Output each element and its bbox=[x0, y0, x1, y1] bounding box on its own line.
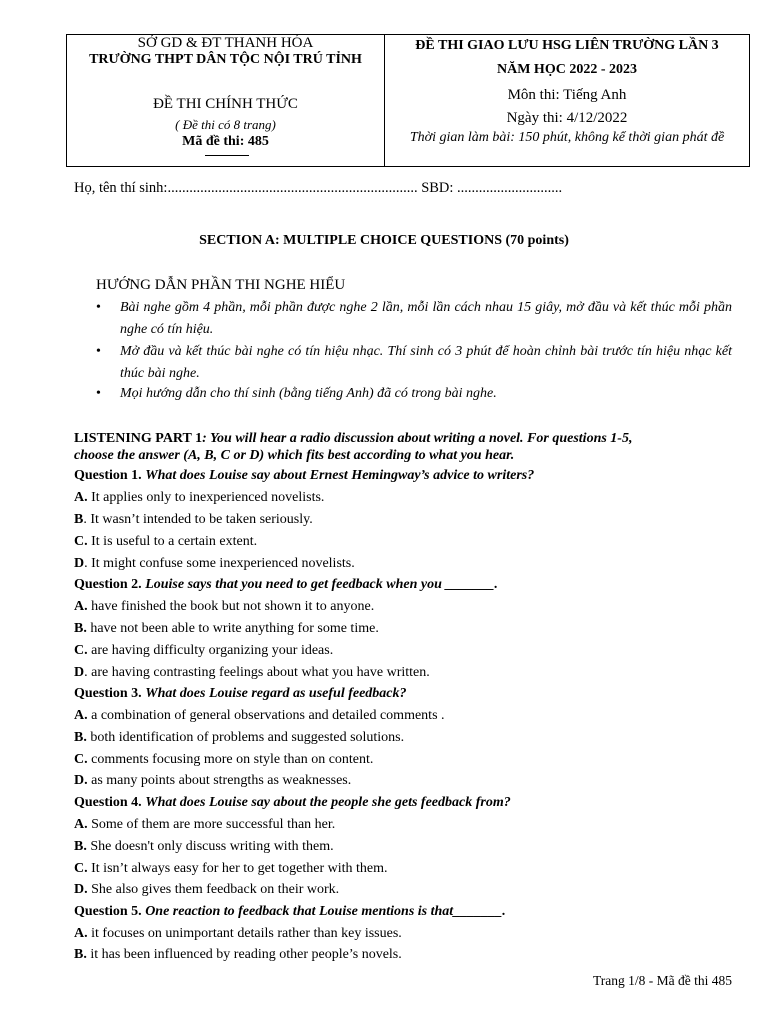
guide-bullet: • Mở đầu và kết thúc bài nghe có tín hiệu nhạc. Thí sinh có 3 phút để hoàn chỉnh bài trước tín hiệu nhạc kết thúc bài nghe. bbox=[96, 341, 732, 385]
header-table bbox=[66, 34, 750, 167]
option-4d[interactable]: D. She also gives them feedback on their work. bbox=[74, 882, 340, 897]
guide-bullet: • Mọi hướng dẫn cho thí sinh (bằng tiếng Anh) đã có trong bài nghe. bbox=[96, 383, 732, 405]
guide-title: HƯỚNG DẪN PHẦN THI NGHE HIỂU bbox=[96, 277, 346, 293]
divider-line bbox=[205, 155, 249, 156]
pages-note: ( Đề thi có 8 trang) bbox=[175, 117, 276, 132]
exam-duration: Thời gian làm bài: 150 phút, không kể thời gian phát đề bbox=[409, 130, 725, 145]
guide-bullet: • Bài nghe gồm 4 phần, mỗi phần được nghe 2 lần, mỗi lần cách nhau 15 giây, mở đầu và kết thúc mỗi phần nghe có tín hiệu. bbox=[96, 297, 732, 341]
department-name: SỞ GD & ĐT THANH HÓA bbox=[137, 35, 314, 51]
option-5a[interactable]: A. it focuses on unimportant details rather than key issues. bbox=[74, 926, 402, 941]
question-1: Question 1. What does Louise say about Ernest Hemingway’s advice to writers? bbox=[74, 468, 535, 483]
listening-section bbox=[74, 430, 744, 970]
question-3: Question 3. What does Louise regard as useful feedback? bbox=[74, 686, 407, 701]
header-right bbox=[385, 35, 749, 166]
candidate-line: Họ, tên thí sinh:..................................................................... SBD: ............................. bbox=[74, 180, 563, 196]
listening-part-label: LISTENING PART 1 bbox=[74, 431, 203, 446]
option-2a[interactable]: A. have finished the book but not shown it to anyone. bbox=[74, 599, 375, 614]
option-3a[interactable]: A. a combination of general observations and detailed comments . bbox=[74, 708, 445, 723]
option-2c[interactable]: C. are having difficulty organizing your ideas. bbox=[74, 643, 334, 658]
option-1b[interactable]: B. It wasn’t intended to be taken seriously. bbox=[74, 512, 313, 527]
exam-date: Ngày thi: 4/12/2022 bbox=[506, 110, 628, 126]
option-3b[interactable]: B. both identification of problems and suggested solutions. bbox=[74, 730, 405, 745]
header-left bbox=[67, 35, 385, 166]
school-name: TRƯỜNG THPT DÂN TỘC NỘI TRÚ TỈNH bbox=[89, 52, 362, 67]
question-2: Question 2. Louise says that you need to get feedback when you _______. bbox=[74, 577, 498, 592]
exam-title: ĐỀ THI GIAO LƯU HSG LIÊN TRƯỜNG LẦN 3 bbox=[415, 38, 719, 53]
listening-instruction: : You will hear a radio discussion about writing a novel. For questions 1-5, bbox=[202, 431, 633, 446]
option-4c[interactable]: C. It isn’t always easy for her to get together with them. bbox=[74, 861, 388, 876]
listening-instruction-line1 bbox=[74, 430, 632, 447]
option-2b[interactable]: B. have not been able to write anything for some time. bbox=[74, 621, 379, 636]
bullet-icon: • bbox=[96, 344, 101, 359]
exam-subject: Môn thi: Tiếng Anh bbox=[507, 87, 627, 103]
option-4b[interactable]: B. She doesn't only discuss writing with them. bbox=[74, 839, 334, 854]
option-2d[interactable]: D. are having contrasting feelings about what you have written. bbox=[74, 665, 430, 680]
section-title: SECTION A: MULTIPLE CHOICE QUESTIONS (70 points) bbox=[199, 233, 569, 248]
question-5: Question 5. One reaction to feedback that Louise mentions is that_______. bbox=[74, 904, 506, 919]
official-label: ĐỀ THI CHÍNH THỨC bbox=[153, 96, 298, 112]
option-5b[interactable]: B. it has been influenced by reading other people’s novels. bbox=[74, 947, 402, 962]
exam-code: Mã đề thi: 485 bbox=[182, 134, 269, 149]
bullet-icon: • bbox=[96, 386, 101, 401]
option-1c[interactable]: C. It is useful to a certain extent. bbox=[74, 534, 258, 549]
option-4a[interactable]: A. Some of them are more successful than her. bbox=[74, 817, 336, 832]
question-4: Question 4. What does Louise say about the people she gets feedback from? bbox=[74, 795, 511, 810]
option-3d[interactable]: D. as many points about strengths as weaknesses. bbox=[74, 773, 352, 788]
bullet-icon: • bbox=[96, 300, 101, 315]
listening-instruction-line2: choose the answer (A, B, C or D) which fits best according to what you hear. bbox=[74, 448, 515, 463]
page-footer: Trang 1/8 - Mã đề thi 485 bbox=[593, 973, 732, 988]
school-year: NĂM HỌC 2022 - 2023 bbox=[497, 62, 637, 77]
option-1d[interactable]: D. It might confuse some inexperienced novelists. bbox=[74, 556, 355, 571]
option-1a[interactable]: A. It applies only to inexperienced novelists. bbox=[74, 490, 325, 505]
option-3c[interactable]: C. comments focusing more on style than on content. bbox=[74, 752, 374, 767]
